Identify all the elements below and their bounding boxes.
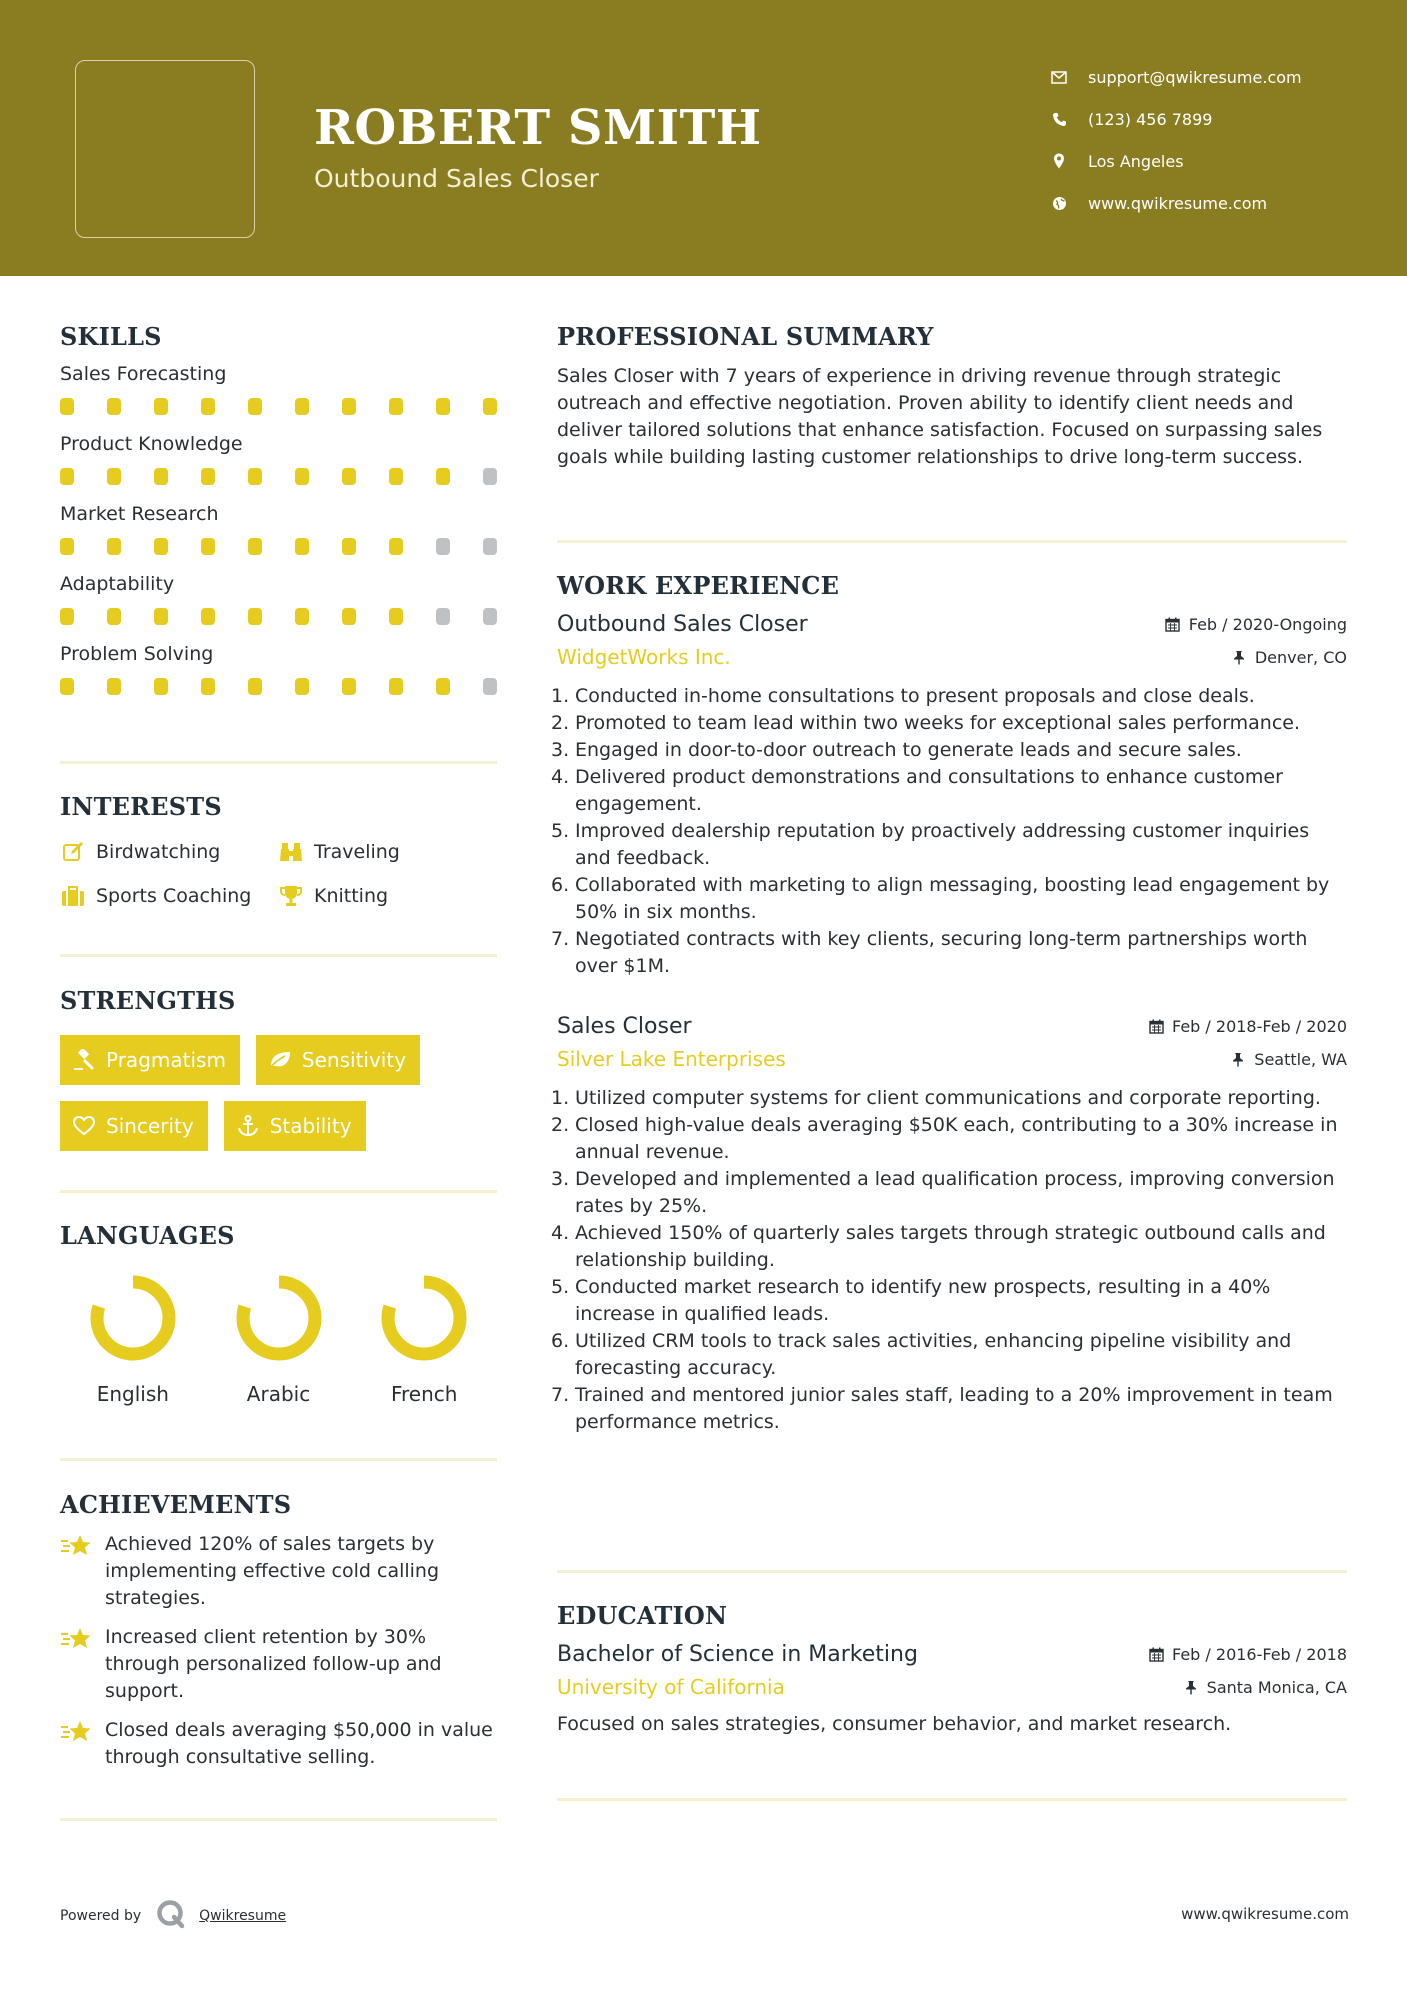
rating-dot-filled bbox=[60, 468, 74, 485]
rating-dot-filled bbox=[436, 468, 450, 485]
strengths-title: STRENGTHS bbox=[60, 986, 236, 1015]
degree-title: Bachelor of Science in Marketing bbox=[557, 1642, 918, 1667]
strength-tag: Sincerity bbox=[60, 1101, 208, 1151]
job-duty: Conducted market research to identify new prospects, resulting in a 40% increase in qualified leads. bbox=[575, 1276, 1271, 1325]
phone-icon bbox=[1050, 110, 1068, 128]
education-section bbox=[557, 1601, 1347, 1738]
job-entry bbox=[557, 1014, 1347, 1436]
interest-item: Traveling bbox=[278, 839, 478, 865]
divider bbox=[60, 1818, 497, 1821]
contact-location: Los Angeles bbox=[1050, 140, 1302, 182]
language-proficiency-ring bbox=[87, 1272, 179, 1364]
rating-dot-filled bbox=[154, 678, 168, 695]
company-name: Silver Lake Enterprises bbox=[557, 1047, 786, 1071]
candidate-name: ROBERT SMITH bbox=[314, 100, 762, 156]
rating-dot-filled bbox=[201, 398, 215, 415]
pencil-square-icon bbox=[60, 839, 86, 865]
interest-item: Birdwatching bbox=[60, 839, 278, 865]
job-duty: Developed and implemented a lead qualification process, improving conversion rates by 25%. bbox=[575, 1168, 1335, 1217]
rating-dot-filled bbox=[436, 398, 450, 415]
shooting-star-icon bbox=[60, 1624, 94, 1652]
qwikresume-logo-icon bbox=[155, 1898, 199, 1934]
summary-text: Sales Closer with 7 years of experience in driving revenue through strategic outreach and effective negotiation. Proven ability to identify client needs and deliver tailored solutions that enhance satisfaction. Focused on surpassing sales goals while building lasting customer relationships to drive long-term success. bbox=[557, 365, 1323, 468]
job-title: Sales Closer bbox=[557, 1014, 692, 1039]
rating-dot-empty bbox=[483, 608, 497, 625]
rating-dot-filled bbox=[248, 468, 262, 485]
skill-item bbox=[60, 433, 497, 503]
profile-photo-placeholder bbox=[75, 60, 255, 238]
job-duty: Closed high-value deals averaging $50K each, contributing to a 30% increase in annual revenue. bbox=[575, 1114, 1338, 1163]
skill-name: Problem Solving bbox=[60, 643, 214, 665]
rating-dot-empty bbox=[483, 678, 497, 695]
rating-dot-filled bbox=[154, 608, 168, 625]
rating-dot-filled bbox=[154, 398, 168, 415]
strength-tag: Stability bbox=[224, 1101, 366, 1151]
rating-dot-filled bbox=[295, 398, 309, 415]
rating-dot-filled bbox=[201, 538, 215, 555]
interest-item: Sports Coaching bbox=[60, 883, 278, 909]
skill-rating bbox=[60, 531, 497, 573]
language-name: Arabic bbox=[246, 1382, 311, 1406]
skills-title: SKILLS bbox=[60, 322, 162, 351]
rating-dot-filled bbox=[389, 468, 403, 485]
binoculars-icon bbox=[278, 839, 304, 865]
rating-dot-filled bbox=[60, 608, 74, 625]
job-duty: Engaged in door-to-door outreach to generate leads and secure sales. bbox=[575, 739, 1242, 761]
rating-dot-filled bbox=[154, 468, 168, 485]
shooting-star-icon bbox=[60, 1717, 94, 1745]
rating-dot-filled bbox=[295, 468, 309, 485]
rating-dot-filled bbox=[248, 608, 262, 625]
languages-section bbox=[60, 1221, 497, 1406]
skill-item bbox=[60, 503, 497, 573]
achievement-text: Closed deals averaging $50,000 in value through consultative selling. bbox=[105, 1719, 493, 1768]
skill-rating bbox=[60, 671, 497, 713]
language-name: French bbox=[390, 1382, 458, 1406]
brand-link[interactable]: Qwikresume bbox=[199, 1908, 287, 1924]
contact-list bbox=[1050, 56, 1302, 224]
job-location: Denver, CO bbox=[1231, 648, 1347, 667]
interest-item: Knitting bbox=[278, 883, 478, 909]
trophy-icon bbox=[278, 883, 304, 909]
skill-item bbox=[60, 363, 497, 433]
rating-dot-filled bbox=[107, 538, 121, 555]
rating-dot-filled bbox=[342, 538, 356, 555]
rating-dot-filled bbox=[483, 398, 497, 415]
job-duty: Utilized CRM tools to track sales activities, enhancing pipeline visibility and forecasting accuracy. bbox=[575, 1330, 1292, 1379]
divider bbox=[60, 761, 497, 764]
powered-by-text: Powered by bbox=[60, 1908, 142, 1924]
job-duty: Promoted to team lead within two weeks for exceptional sales performance. bbox=[575, 712, 1301, 734]
language-name: English bbox=[96, 1382, 169, 1406]
experience-title: WORK EXPERIENCE bbox=[557, 571, 840, 600]
divider bbox=[557, 1570, 1347, 1573]
rating-dot-filled bbox=[295, 538, 309, 555]
experience-section bbox=[557, 571, 1347, 1436]
rating-dot-empty bbox=[436, 608, 450, 625]
rating-dot-filled bbox=[342, 608, 356, 625]
rating-dot-filled bbox=[107, 678, 121, 695]
rating-dot-filled bbox=[389, 538, 403, 555]
interests-section bbox=[60, 792, 497, 909]
job-dates: Feb / 2020-Ongoing bbox=[1165, 615, 1347, 634]
pushpin-icon bbox=[1183, 1679, 1199, 1695]
skill-item bbox=[60, 643, 497, 713]
divider bbox=[60, 1458, 497, 1461]
rating-dot-filled bbox=[248, 398, 262, 415]
rating-dot-empty bbox=[483, 468, 497, 485]
skill-name: Market Research bbox=[60, 503, 219, 525]
skill-name: Adaptability bbox=[60, 573, 175, 595]
language-item bbox=[351, 1272, 497, 1406]
job-duties-list bbox=[557, 1085, 1347, 1436]
rating-dot-filled bbox=[201, 678, 215, 695]
language-proficiency-arc bbox=[243, 1282, 315, 1354]
footer-website[interactable]: www.qwikresume.com bbox=[1181, 1905, 1349, 1923]
globe-icon bbox=[1050, 194, 1068, 212]
envelope-icon bbox=[1050, 68, 1068, 86]
job-title: Outbound Sales Closer bbox=[557, 612, 808, 637]
job-duty: Collaborated with marketing to align messaging, boosting lead engagement by 50% in six months. bbox=[575, 874, 1330, 923]
job-duties-list bbox=[557, 683, 1347, 980]
footer-brand bbox=[60, 1898, 286, 1934]
rating-dot-filled bbox=[342, 678, 356, 695]
shooting-star-icon bbox=[60, 1531, 94, 1559]
education-description: Focused on sales strategies, consumer behavior, and market research. bbox=[557, 1713, 1232, 1735]
skill-name: Product Knowledge bbox=[60, 433, 243, 455]
job-duty: Delivered product demonstrations and consultations to enhance customer engagement. bbox=[575, 766, 1283, 815]
language-item bbox=[60, 1272, 206, 1406]
gavel-icon bbox=[72, 1048, 96, 1072]
skill-rating bbox=[60, 461, 497, 503]
job-duty: Improved dealership reputation by proactively addressing customer inquiries and feedback. bbox=[575, 820, 1310, 869]
job-location: Seattle, WA bbox=[1230, 1050, 1347, 1069]
education-title: EDUCATION bbox=[557, 1601, 728, 1630]
leaf-icon bbox=[268, 1048, 292, 1072]
interests-title: INTERESTS bbox=[60, 792, 222, 821]
job-duty: Trained and mentored junior sales staff, leading to a 20% improvement in team performance metrics. bbox=[575, 1384, 1333, 1433]
strength-tag: Pragmatism bbox=[60, 1035, 240, 1085]
calendar-icon bbox=[1148, 1647, 1164, 1663]
summary-title: PROFESSIONAL SUMMARY bbox=[557, 322, 934, 351]
achievement-item bbox=[60, 1717, 497, 1771]
language-proficiency-arc bbox=[97, 1282, 169, 1354]
job-entry bbox=[557, 612, 1347, 980]
anchor-icon bbox=[236, 1114, 260, 1138]
calendar-icon bbox=[1148, 1019, 1164, 1035]
language-proficiency-ring bbox=[378, 1272, 470, 1364]
rating-dot-filled bbox=[60, 398, 74, 415]
rating-dot-filled bbox=[389, 608, 403, 625]
rating-dot-filled bbox=[295, 678, 309, 695]
education-dates: Feb / 2016-Feb / 2018 bbox=[1148, 1645, 1347, 1664]
divider bbox=[557, 1798, 1347, 1801]
pushpin-icon bbox=[1230, 1051, 1246, 1067]
rating-dot-empty bbox=[436, 538, 450, 555]
job-dates: Feb / 2018-Feb / 2020 bbox=[1148, 1017, 1347, 1036]
rating-dot-filled bbox=[436, 678, 450, 695]
rating-dot-filled bbox=[107, 398, 121, 415]
achievement-text: Achieved 120% of sales targets by implementing effective cold calling strategies. bbox=[105, 1533, 440, 1609]
rating-dot-filled bbox=[389, 398, 403, 415]
rating-dot-filled bbox=[342, 398, 356, 415]
briefcase-icon bbox=[60, 883, 86, 909]
language-proficiency-ring bbox=[233, 1272, 325, 1364]
rating-dot-filled bbox=[201, 608, 215, 625]
strengths-section bbox=[60, 986, 497, 1151]
skills-section bbox=[60, 322, 497, 713]
divider bbox=[60, 954, 497, 957]
summary-section bbox=[557, 322, 1347, 471]
education-location: Santa Monica, CA bbox=[1183, 1678, 1347, 1697]
school-name: University of California bbox=[557, 1675, 785, 1699]
rating-dot-filled bbox=[248, 538, 262, 555]
rating-dot-filled bbox=[60, 538, 74, 555]
rating-dot-filled bbox=[201, 468, 215, 485]
strength-tag: Sensitivity bbox=[256, 1035, 420, 1085]
contact-website[interactable]: www.qwikresume.com bbox=[1050, 182, 1302, 224]
skill-rating bbox=[60, 601, 497, 643]
divider bbox=[60, 1190, 497, 1193]
rating-dot-filled bbox=[107, 468, 121, 485]
rating-dot-filled bbox=[60, 678, 74, 695]
pushpin-icon bbox=[1231, 649, 1247, 665]
rating-dot-filled bbox=[295, 608, 309, 625]
rating-dot-filled bbox=[342, 468, 356, 485]
rating-dot-filled bbox=[107, 608, 121, 625]
achievements-title: ACHIEVEMENTS bbox=[60, 1490, 292, 1519]
rating-dot-filled bbox=[389, 678, 403, 695]
heart-icon bbox=[72, 1114, 96, 1138]
job-duty: Utilized computer systems for client communications and corporate reporting. bbox=[575, 1087, 1321, 1109]
achievement-item bbox=[60, 1624, 497, 1705]
resume-header bbox=[0, 0, 1407, 276]
job-duty: Conducted in-home consultations to present proposals and close deals. bbox=[575, 685, 1255, 707]
contact-phone[interactable]: (123) 456 7899 bbox=[1050, 98, 1302, 140]
achievements-section bbox=[60, 1490, 497, 1771]
language-item bbox=[206, 1272, 352, 1406]
skill-name: Sales Forecasting bbox=[60, 363, 227, 385]
achievement-item bbox=[60, 1531, 497, 1612]
job-duty: Negotiated contracts with key clients, securing long-term partnerships worth over $1M. bbox=[575, 928, 1308, 977]
divider bbox=[557, 540, 1347, 543]
rating-dot-filled bbox=[248, 678, 262, 695]
skill-item bbox=[60, 573, 497, 643]
languages-title: LANGUAGES bbox=[60, 1221, 235, 1250]
job-duty: Achieved 150% of quarterly sales targets through strategic outbound calls and relationship building. bbox=[575, 1222, 1326, 1271]
language-proficiency-arc bbox=[388, 1282, 460, 1354]
skill-rating bbox=[60, 391, 497, 433]
company-name: WidgetWorks Inc. bbox=[557, 645, 731, 669]
achievement-text: Increased client retention by 30% through personalized follow-up and support. bbox=[105, 1626, 442, 1702]
contact-email[interactable]: support@qwikresume.com bbox=[1050, 56, 1302, 98]
location-pin-icon bbox=[1050, 152, 1068, 170]
calendar-icon bbox=[1165, 617, 1181, 633]
candidate-role: Outbound Sales Closer bbox=[314, 164, 599, 193]
rating-dot-filled bbox=[154, 538, 168, 555]
rating-dot-empty bbox=[483, 538, 497, 555]
